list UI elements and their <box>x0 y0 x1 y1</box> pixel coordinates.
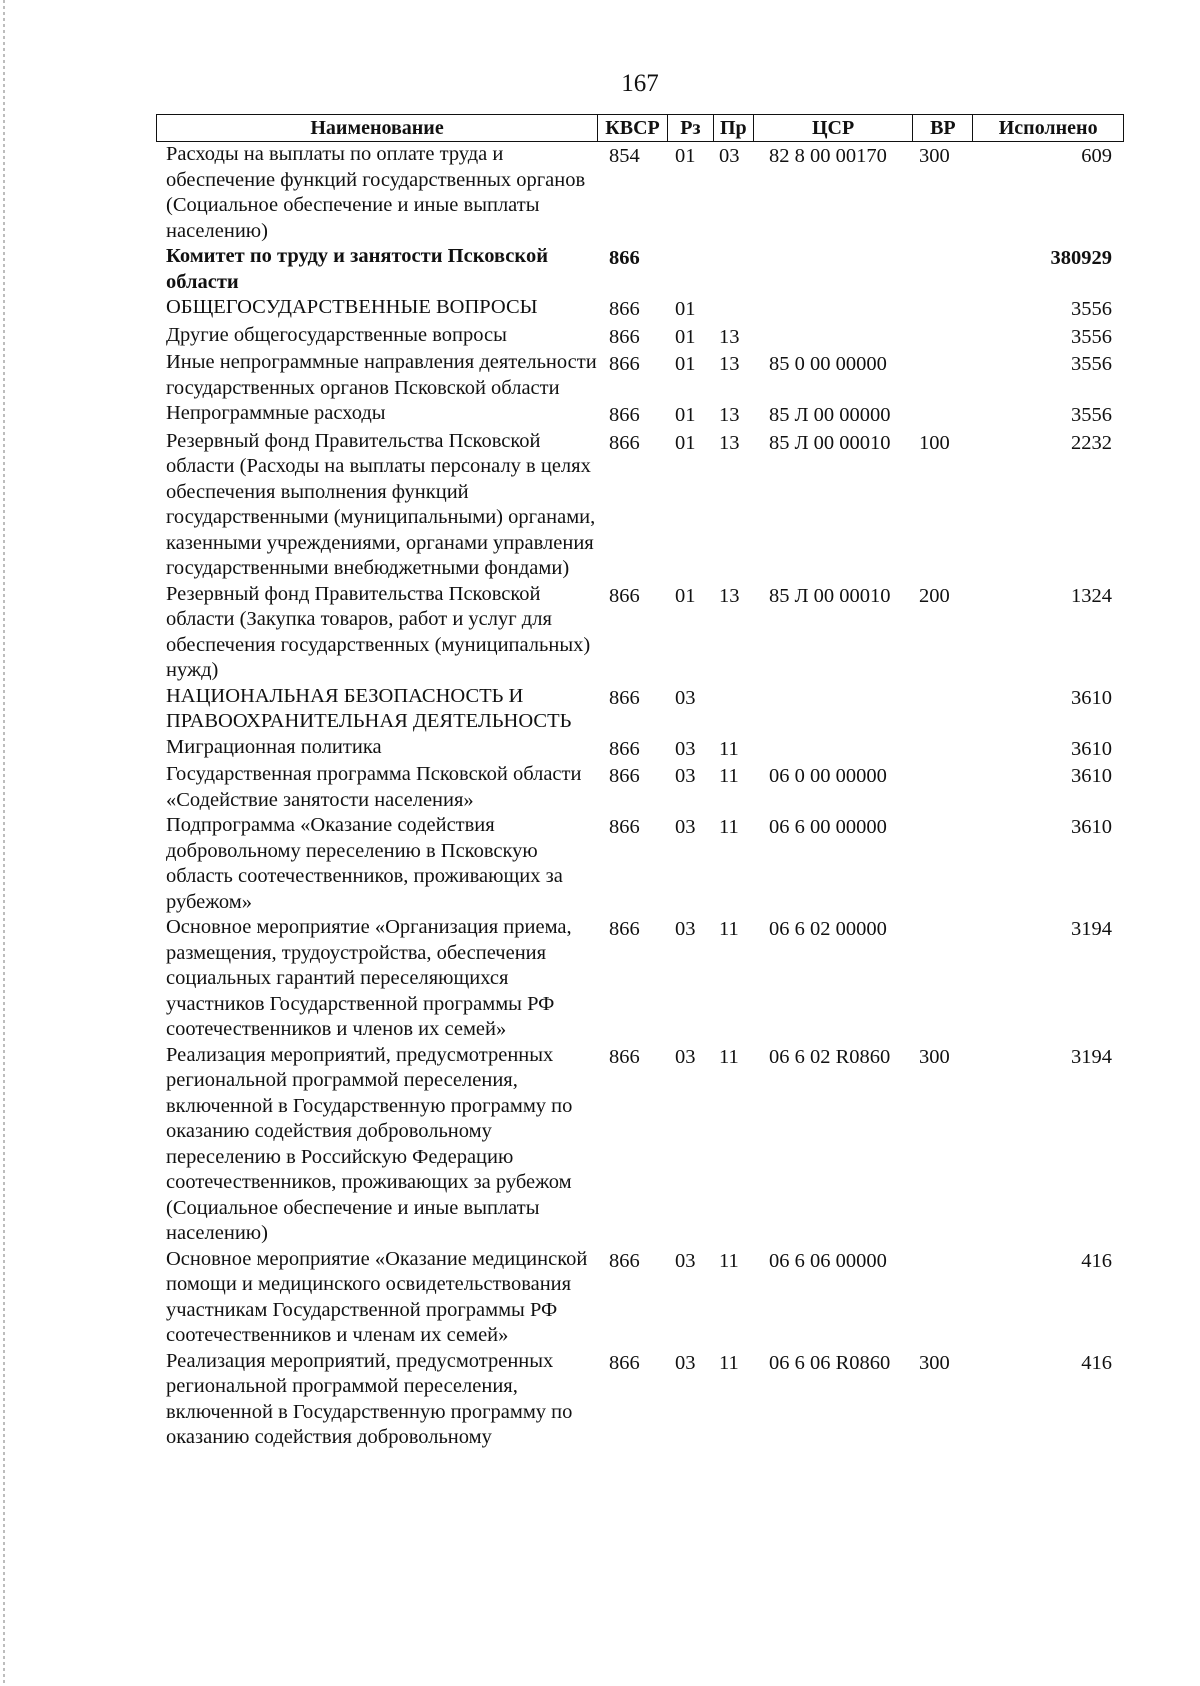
table-row <box>156 295 1124 323</box>
cell-csr: 82 8 00 00170 <box>769 145 887 167</box>
cell-pr <box>713 244 753 295</box>
cell-kvsr: 866 <box>609 765 640 787</box>
cell-pr: 11 <box>719 1045 739 1068</box>
cell-vr <box>913 1247 973 1349</box>
cell-kvsr: 866 <box>609 737 640 760</box>
cell-rz: 03 <box>675 918 696 940</box>
cell-csr: 06 6 06 00000 <box>769 1249 887 1272</box>
cell-kvsr: 866 <box>609 1249 640 1272</box>
cell-isp: 380929 <box>1050 247 1112 269</box>
cell-vr: 300 <box>919 145 950 167</box>
table-row <box>156 813 1124 915</box>
cell-kvsr: 866 <box>609 353 640 375</box>
cell-isp: 3556 <box>1071 298 1112 320</box>
cell-name: Расходы на выплаты по оплате труда и обеспечение функций государственных органов (Социальное обеспечение и иные выплаты населению) <box>166 143 591 242</box>
table-row <box>156 582 1124 684</box>
table-body <box>156 142 1124 1451</box>
cell-pr: 11 <box>719 737 739 760</box>
budget-table <box>156 114 1124 1451</box>
cell-isp: 3610 <box>1071 816 1112 838</box>
table-row <box>156 350 1124 401</box>
cell-isp: 3610 <box>1071 765 1112 787</box>
cell-isp: 416 <box>1081 1249 1112 1272</box>
cell-name: Комитет по труду и занятости Псковской области <box>166 245 554 293</box>
cell-kvsr: 866 <box>609 247 640 269</box>
cell-rz: 03 <box>675 1045 696 1068</box>
cell-name: Основное мероприятие «Оказание медицинской помощи и медицинского освидетельствования участникам Государственной программы РФ соотечественников и членам их семей» <box>166 1247 593 1346</box>
cell-vr: 100 <box>919 431 950 454</box>
cell-name: ОБЩЕГОСУДАРСТВЕННЫЕ ВОПРОСЫ <box>166 296 538 318</box>
table-row <box>156 684 1124 735</box>
cell-name: Непрограммные расходы <box>166 402 386 424</box>
cell-vr <box>913 813 973 915</box>
header-csr: ЦСР <box>753 115 913 141</box>
cell-rz: 01 <box>675 431 696 454</box>
cell-rz: 01 <box>675 584 696 607</box>
cell-pr <box>713 295 753 323</box>
cell-csr: 85 Л 00 00000 <box>769 404 891 426</box>
cell-rz: 03 <box>675 686 696 709</box>
page-number: 167 <box>621 70 659 97</box>
cell-kvsr: 866 <box>609 816 640 838</box>
table-row <box>156 1043 1124 1247</box>
cell-rz: 01 <box>675 404 696 426</box>
cell-kvsr: 866 <box>609 918 640 940</box>
cell-vr <box>913 323 973 351</box>
header-isp: Исполнено <box>972 115 1123 141</box>
cell-pr: 13 <box>719 404 740 426</box>
table-row <box>156 915 1124 1043</box>
cell-vr <box>913 684 973 735</box>
cell-kvsr: 866 <box>609 325 640 348</box>
cell-isp: 3556 <box>1071 325 1112 348</box>
table-row <box>156 401 1124 429</box>
cell-csr <box>753 735 913 763</box>
cell-isp: 416 <box>1081 1351 1112 1374</box>
cell-isp: 3556 <box>1071 353 1112 375</box>
cell-csr <box>753 244 913 295</box>
cell-vr <box>913 244 973 295</box>
table-header <box>156 114 1124 142</box>
cell-isp: 3610 <box>1071 686 1112 709</box>
cell-vr <box>913 762 973 813</box>
cell-isp: 1324 <box>1071 584 1112 607</box>
cell-rz: 03 <box>675 765 696 787</box>
cell-rz: 03 <box>675 816 696 838</box>
table-row <box>156 429 1124 582</box>
cell-isp: 609 <box>1081 145 1112 167</box>
cell-isp: 3194 <box>1071 918 1112 940</box>
cell-pr: 03 <box>719 145 740 167</box>
cell-pr: 11 <box>719 1351 739 1374</box>
table-row <box>156 735 1124 763</box>
cell-vr <box>913 735 973 763</box>
cell-vr: 300 <box>919 1045 950 1068</box>
cell-rz: 01 <box>675 325 696 348</box>
cell-kvsr: 866 <box>609 584 640 607</box>
cell-csr: 85 0 00 00000 <box>769 353 887 375</box>
cell-rz: 03 <box>675 737 696 760</box>
cell-rz: 01 <box>675 353 696 375</box>
table-row <box>156 323 1124 351</box>
header-name: Наименование <box>310 117 444 139</box>
cell-name: Основное мероприятие «Организация приема, размещения, трудоустройства, обеспечения социальных гарантий переселяющихся участников Государственной программы РФ соотечественников и членов их семей» <box>166 916 577 1040</box>
cell-csr <box>753 295 913 323</box>
cell-csr <box>753 684 913 735</box>
table-row <box>156 1349 1124 1451</box>
cell-pr: 11 <box>719 1249 739 1272</box>
cell-name: Реализация мероприятий, предусмотренных региональной программой переселения, включенной в Государственную программу по оказанию содействия добровольному переселению в Российскую Федерацию соотечественников, проживающих за рубежом (Социальное обеспечение и иные выплаты населению) <box>166 1043 578 1244</box>
cell-pr: 11 <box>719 816 739 838</box>
cell-csr: 85 Л 00 00010 <box>769 584 891 607</box>
cell-vr <box>913 350 973 401</box>
cell-name: НАЦИОНАЛЬНАЯ БЕЗОПАСНОСТЬ И ПРАВООХРАНИТЕЛЬНАЯ ДЕЯТЕЛЬНОСТЬ <box>166 684 572 732</box>
cell-pr: 13 <box>719 325 740 348</box>
cell-rz: 01 <box>675 145 696 167</box>
cell-kvsr: 866 <box>609 404 640 426</box>
cell-rz: 03 <box>675 1249 696 1272</box>
cell-name: Другие общегосударственные вопросы <box>166 323 507 346</box>
cell-name: Резервный фонд Правительства Псковской области (Расходы на выплаты персоналу в целях обеспечения выполнения функций государственными (муниципальными) органами, казенными учреждениями, органами управления государственными внебюджетными фондами) <box>166 429 601 579</box>
cell-vr <box>913 915 973 1043</box>
cell-pr: 13 <box>719 584 740 607</box>
cell-pr <box>713 684 753 735</box>
cell-csr: 06 6 06 R0860 <box>769 1351 891 1374</box>
cell-vr: 300 <box>919 1351 950 1374</box>
cell-name: Государственная программа Псковской области «Содействие занятости населения» <box>166 763 587 811</box>
header-vr: ВР <box>912 115 972 141</box>
cell-isp: 3556 <box>1071 404 1112 426</box>
cell-isp: 3194 <box>1071 1045 1112 1068</box>
cell-kvsr: 866 <box>609 298 640 320</box>
cell-kvsr: 866 <box>609 1351 640 1374</box>
cell-csr <box>753 323 913 351</box>
cell-name: Резервный фонд Правительства Псковской области (Закупка товаров, работ и услуг для обеспечения государственных (муниципальных) нужд) <box>166 582 596 681</box>
page-number-container <box>0 70 1200 98</box>
cell-csr: 06 6 02 00000 <box>769 918 887 940</box>
cell-csr: 06 6 02 R0860 <box>769 1045 891 1068</box>
header-pr: Пр <box>713 115 753 141</box>
cell-csr: 85 Л 00 00010 <box>769 431 891 454</box>
cell-kvsr: 866 <box>609 686 640 709</box>
cell-kvsr: 854 <box>609 145 640 167</box>
header-rz: Рз <box>667 115 713 141</box>
cell-isp: 3610 <box>1071 737 1112 760</box>
cell-vr: 200 <box>919 584 950 607</box>
cell-pr: 13 <box>719 431 740 454</box>
table-row <box>156 142 1124 244</box>
header-kvsr: КВСР <box>597 115 667 141</box>
cell-pr: 13 <box>719 353 740 375</box>
cell-name: Подпрограмма «Оказание содействия добровольному переселению в Псковскую область соотечественников, проживающих за рубежом» <box>166 814 568 913</box>
cell-kvsr: 866 <box>609 1045 640 1068</box>
cell-rz: 03 <box>675 1351 696 1374</box>
cell-rz <box>667 244 713 295</box>
table-row <box>156 762 1124 813</box>
cell-name: Реализация мероприятий, предусмотренных региональной программой переселения, включенной в Государственную программу по оказанию содействия добровольному <box>166 1349 578 1448</box>
cell-pr: 11 <box>719 765 739 787</box>
scan-edge-line <box>3 0 5 1686</box>
cell-rz: 01 <box>675 298 696 320</box>
cell-vr <box>913 295 973 323</box>
cell-vr <box>913 401 973 429</box>
cell-pr: 11 <box>719 918 739 940</box>
cell-csr: 06 0 00 00000 <box>769 765 887 787</box>
cell-name: Миграционная политика <box>166 735 382 758</box>
cell-kvsr: 866 <box>609 431 640 454</box>
cell-csr: 06 6 00 00000 <box>769 816 887 838</box>
cell-isp: 2232 <box>1071 431 1112 454</box>
table-row <box>156 1247 1124 1349</box>
table-row <box>156 244 1124 295</box>
cell-name: Иные непрограммные направления деятельности государственных органов Псковской области <box>166 351 602 399</box>
